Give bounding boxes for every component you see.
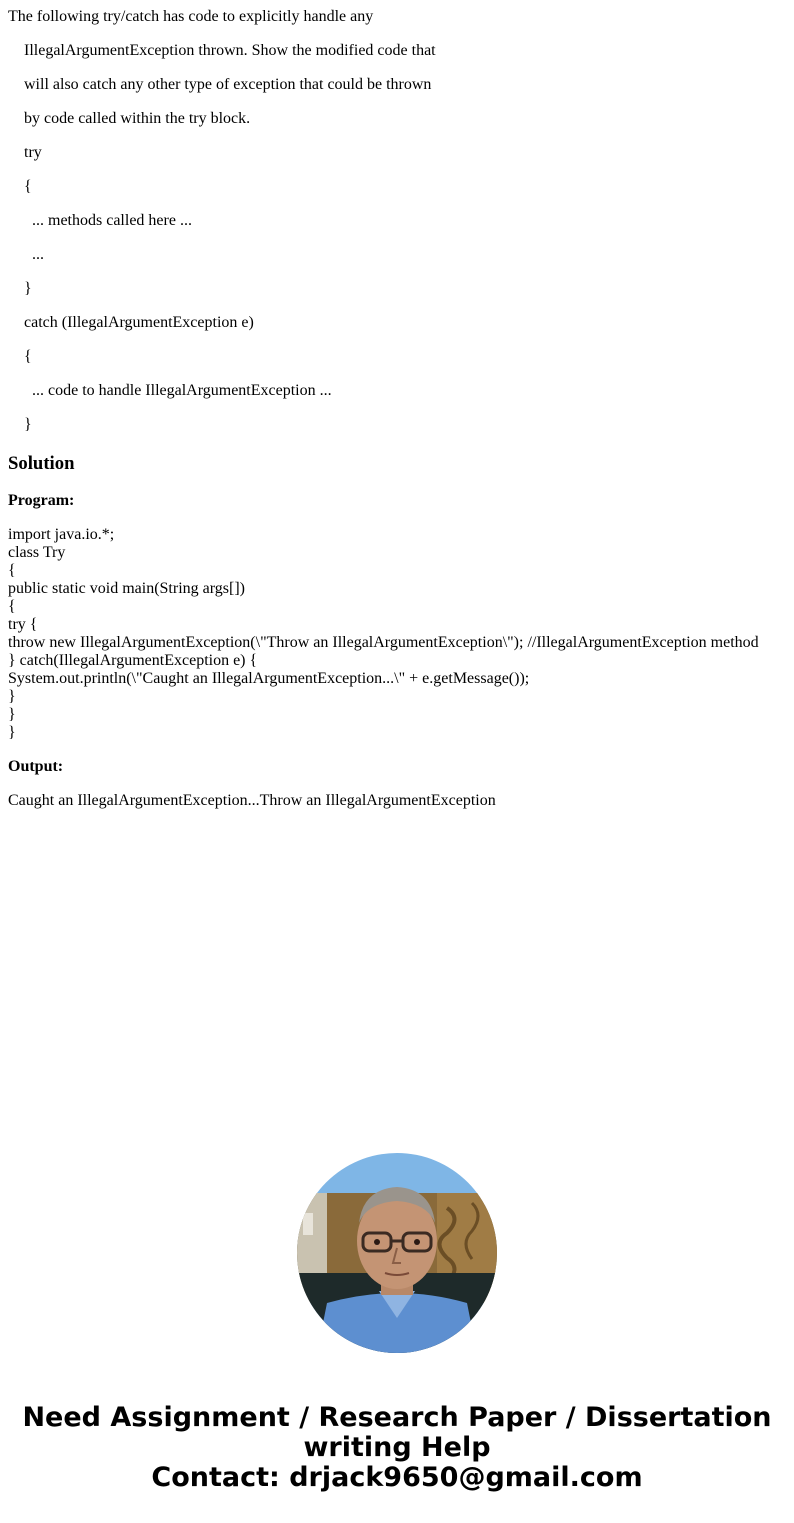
code-line: } bbox=[8, 688, 16, 705]
question-line: IllegalArgumentException thrown. Show the modified code that bbox=[8, 42, 436, 59]
code-line: public static void main(String args[]) bbox=[8, 580, 245, 597]
code-line: { bbox=[8, 598, 16, 615]
code-line: } catch(IllegalArgumentException e) { bbox=[8, 652, 258, 669]
code-line: System.out.println(\"Caught an IllegalArgumentException...\" + e.getMessage()); bbox=[8, 670, 530, 687]
code-line: import java.io.*; bbox=[8, 526, 115, 543]
output-text: Caught an IllegalArgumentException...Throw an IllegalArgumentException bbox=[8, 792, 496, 809]
question-line: { bbox=[8, 348, 32, 365]
promo-contact: Contact: drjack9650@gmail.com bbox=[151, 1462, 643, 1493]
question-line: try bbox=[8, 144, 42, 161]
question-line: ... code to handle IllegalArgumentException ... bbox=[8, 382, 332, 399]
code-block bbox=[8, 526, 794, 742]
question-line: The following try/catch has code to explicitly handle any bbox=[8, 8, 374, 25]
code-line: } bbox=[8, 724, 16, 741]
code-line: } bbox=[8, 706, 16, 723]
output-label: Output: bbox=[8, 758, 64, 775]
promo-line-1: Need Assignment / Research Paper / Dissertation bbox=[22, 1402, 772, 1433]
code-line: throw new IllegalArgumentException(\"Throw an IllegalArgumentException\"); //IllegalArgumentException method bbox=[8, 634, 759, 651]
question-line: ... bbox=[8, 246, 44, 263]
code-line: class Try bbox=[8, 544, 66, 561]
promo-banner bbox=[0, 1403, 794, 1493]
author-avatar bbox=[297, 1153, 497, 1353]
code-line: { bbox=[8, 562, 16, 579]
solution-heading: Solution bbox=[8, 453, 75, 474]
program-label: Program: bbox=[8, 492, 75, 509]
question-line: } bbox=[8, 280, 32, 297]
question-line: catch (IllegalArgumentException e) bbox=[8, 314, 254, 331]
question-line: { bbox=[8, 178, 32, 195]
question-line: } bbox=[8, 416, 32, 433]
question-line: will also catch any other type of exception that could be thrown bbox=[8, 76, 432, 93]
question-line: ... methods called here ... bbox=[8, 212, 192, 229]
question-line: by code called within the try block. bbox=[8, 110, 251, 127]
code-line: try { bbox=[8, 616, 38, 633]
author-portrait-image bbox=[297, 1153, 497, 1353]
promo-line-2: writing Help bbox=[303, 1432, 491, 1463]
question-block bbox=[8, 0, 788, 442]
